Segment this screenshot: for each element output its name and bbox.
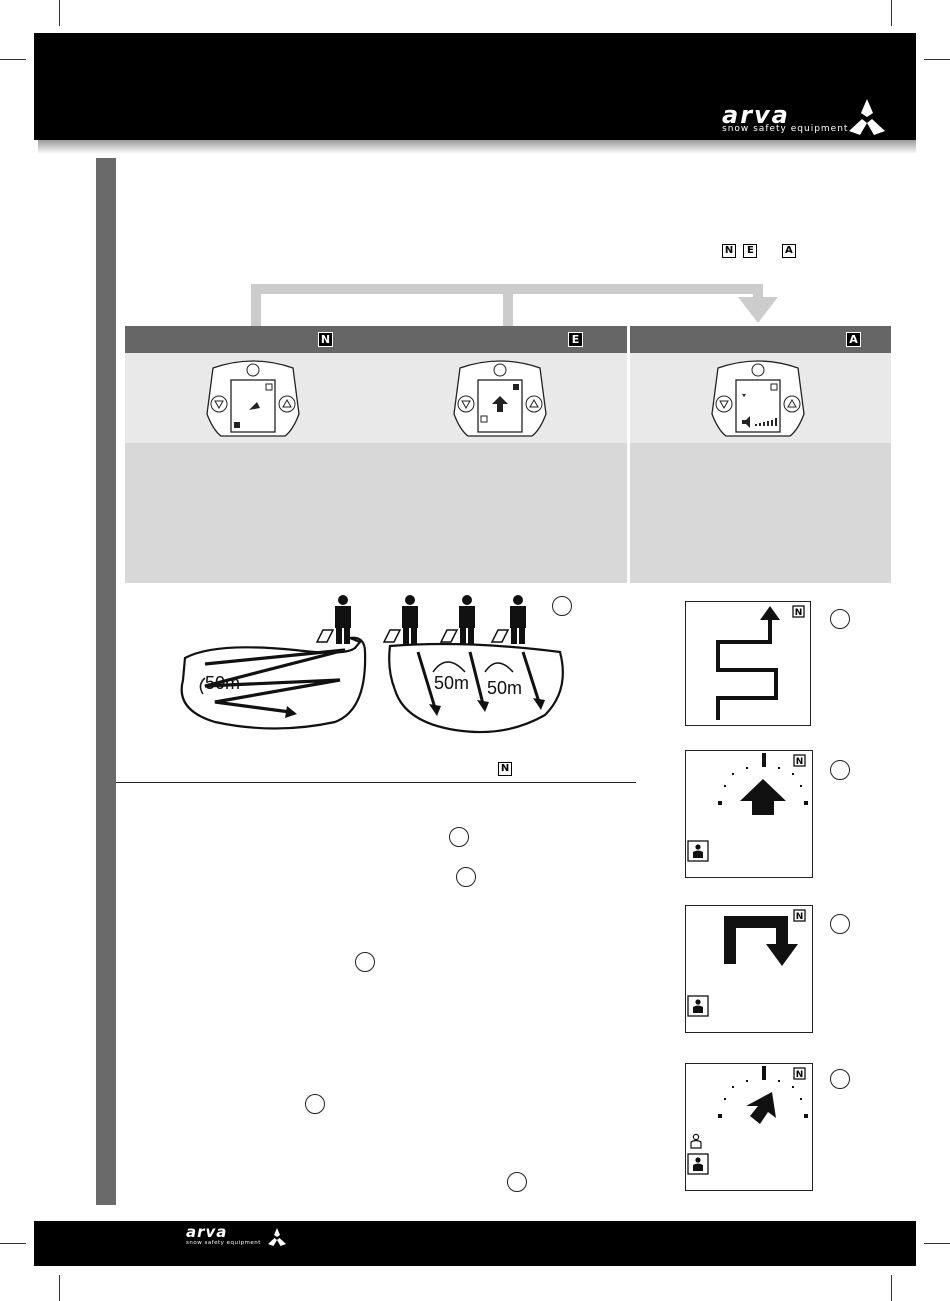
mode-bar-a: [630, 326, 891, 353]
mode-key-n: N: [498, 762, 512, 776]
distance-label-left: 50m: [205, 673, 241, 693]
distance-label-right: 50m: [487, 678, 523, 698]
mode-bar-n-e: [125, 326, 627, 353]
device-e-mode: [452, 358, 548, 440]
info-panel-n-e: [125, 443, 627, 583]
screen-search-path: [685, 601, 811, 726]
device-n-mode: [205, 358, 301, 440]
step-marker: [830, 1069, 850, 1089]
mode-key-a: A: [846, 332, 861, 347]
footer-arva-emblem-icon: [266, 1227, 288, 1247]
mode-key-e: E: [743, 244, 757, 258]
step-marker: [830, 914, 850, 934]
mode-key-a: A: [782, 244, 796, 258]
header-shadow: [38, 140, 916, 154]
crop-mark: [891, 0, 892, 26]
screen-mode-key: N: [795, 757, 804, 767]
crop-mark: [924, 59, 950, 60]
crop-mark: [0, 1243, 26, 1244]
mode-indicator-keys: [722, 240, 796, 258]
distance-label-mid: 50m: [434, 673, 470, 693]
crop-mark: [0, 59, 26, 60]
step-marker: [456, 867, 476, 887]
crop-mark: [59, 0, 60, 26]
page-header: [34, 33, 916, 140]
footer-brand-logo: arva: [186, 1223, 228, 1241]
mode-key-e: E: [568, 332, 583, 347]
step-marker: [305, 1094, 325, 1114]
step-marker: [507, 1172, 527, 1192]
search-pattern-figure: [175, 590, 595, 740]
section-divider: [116, 782, 636, 783]
page-footer: [34, 1221, 916, 1266]
mode-flow-diagram: [250, 283, 790, 327]
arva-emblem-icon: [846, 97, 888, 137]
mode-key-n: N: [318, 332, 333, 347]
screen-mode-key: N: [795, 1070, 804, 1080]
crop-mark: [59, 1275, 60, 1301]
info-panel-a: [630, 443, 891, 583]
sidebar-strip: [96, 158, 116, 1205]
device-panel-n-e: [125, 353, 627, 443]
step-marker: [552, 596, 572, 616]
crop-mark: [924, 1243, 950, 1244]
mode-key-n: N: [722, 244, 736, 258]
brand-logo: arva: [722, 101, 790, 129]
screen-mode-key: N: [794, 608, 803, 618]
screen-direction-arrow: [685, 750, 813, 878]
footer-brand-tagline: snow safety equipment: [186, 1240, 261, 1246]
step-marker: [830, 760, 850, 780]
brand-tagline: snow safety equipment: [722, 124, 849, 134]
step-marker: [830, 609, 850, 629]
step-marker: [449, 827, 469, 847]
screen-u-turn-arrow: [685, 905, 813, 1033]
step-marker: [355, 952, 375, 972]
device-a-mode: [710, 358, 806, 440]
screen-mode-key: N: [795, 912, 804, 922]
crop-mark: [891, 1275, 892, 1301]
screen-multiple-victims: [685, 1063, 813, 1191]
